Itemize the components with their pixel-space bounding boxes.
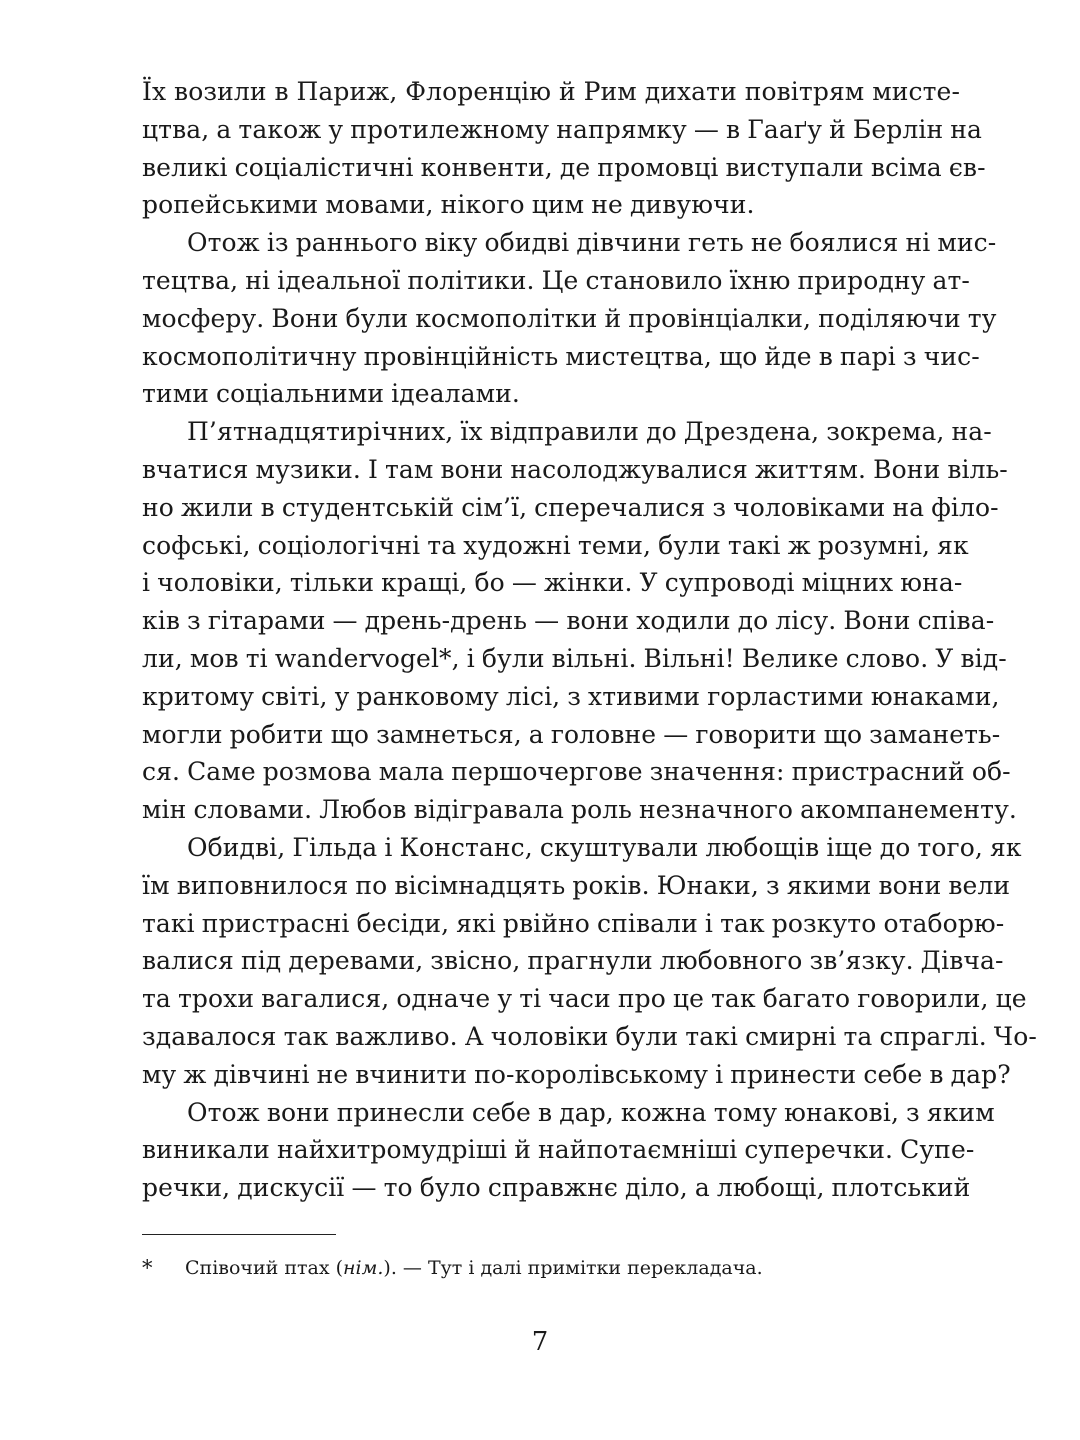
- body-text-line: но жили в студентській сім’ї, сперечалися з чоловіками на філо-: [142, 492, 999, 522]
- paragraph-first-line: П’ятнадцятирічних, їх відправили до Дрездена, зокрема, на-: [187, 417, 992, 447]
- body-text-line: критому світі, у ранковому лісі, з хтивими горластими юнаками,: [142, 681, 1000, 711]
- footnote-text-italic: нім.: [343, 1257, 384, 1279]
- body-text-line: валися під деревами, звісно, прагнули любовного зв’язку. Дівча-: [142, 946, 1004, 976]
- body-text-line: здавалося так важливо. А чоловіки були такі смирні та спраглі. Чо-: [142, 1022, 1037, 1051]
- body-text-line: великі соціалістичні конвенти, де промовці виступали всіма єв-: [142, 152, 986, 182]
- body-text-line: тецтва, ні ідеальної політики. Це становило їхню природну ат-: [142, 266, 970, 295]
- page-number: 7: [531, 1327, 549, 1357]
- paragraph-first-line: Отож вони принесли себе в дар, кожна тому юнакові, з яким: [187, 1097, 995, 1127]
- body-text-line: могли робити що замнеться, а головне — говорити що заманеть-: [142, 719, 1001, 749]
- body-text-line: такі пристрасні бесіди, які рвійно співали і так розкуто отаборю-: [142, 908, 1005, 938]
- footnote-text: [185, 1253, 763, 1283]
- body-text-line: ся. Саме розмова мала першочергове значення: пристрасний об-: [142, 757, 1011, 787]
- body-text-line: му ж дівчині не вчинити по-королівському і принести себе в дар?: [142, 1059, 1011, 1089]
- body-text-line: та трохи вагалися, одначе у ті часи про це так багато говорили, це: [142, 984, 1027, 1014]
- body-text-line: речки, дискусії — то було справжнє діло, а любощі, плотський: [142, 1173, 971, 1203]
- body-text-line: тими соціальними ідеалами.: [142, 379, 520, 409]
- body-text-line: їм виповнилося по вісімнадцять років. Юнаки, з якими вони вели: [142, 870, 1011, 900]
- body-text-line: ропейськими мовами, нікого цим не дивуючи.: [142, 190, 755, 220]
- footnote-divider: [142, 1234, 336, 1235]
- footnote-marker: *: [142, 1256, 153, 1280]
- body-text-line: і чоловіки, тільки кращі, бо — жінки. У супроводі міцних юна-: [142, 568, 963, 598]
- body-text-line: ків з гітарами — дрень-дрень — вони ходили до лісу. Вони співа-: [142, 606, 995, 636]
- body-text-line: Їх возили в Париж, Флоренцію й Рим дихати повітрям мисте-: [142, 77, 960, 106]
- body-text-line: космополітичну провінційність мистецтва, що йде в парі з чис-: [142, 341, 980, 371]
- body-text-line: софські, соціологічні та художні теми, були такі ж розумні, як: [142, 530, 969, 560]
- body-text-line: цтва, а також у протилежному напрямку — в Гааґу й Берлін на: [142, 114, 983, 144]
- body-text-line: ли, мов ті wandervogel*, і були вільні. Вільні! Велике слово. У від-: [142, 644, 1007, 673]
- footnote-text-end: ). — Тут і далі примітки перекладача.: [383, 1257, 763, 1279]
- body-text-line: вчатися музики. І там вони насолоджувалися життям. Вони віль-: [142, 455, 1008, 484]
- paragraph-first-line: Отож із раннього віку обидві дівчини геть не боялися ні мис-: [187, 228, 997, 258]
- body-text-line: мосферу. Вони були космополітки й провінціалки, поділяючи ту: [142, 303, 997, 333]
- body-text-line: мін словами. Любов відігравала роль незначного акомпанементу.: [142, 795, 1017, 825]
- body-text-line: виникали найхитромудріші й найпотаємніші суперечки. Супе-: [142, 1135, 975, 1165]
- paragraph-first-line: Обидві, Гільда і Констанс, скуштували любощів іще до того, як: [187, 833, 1022, 862]
- footnote-text-start: Співочий птах (: [185, 1257, 344, 1279]
